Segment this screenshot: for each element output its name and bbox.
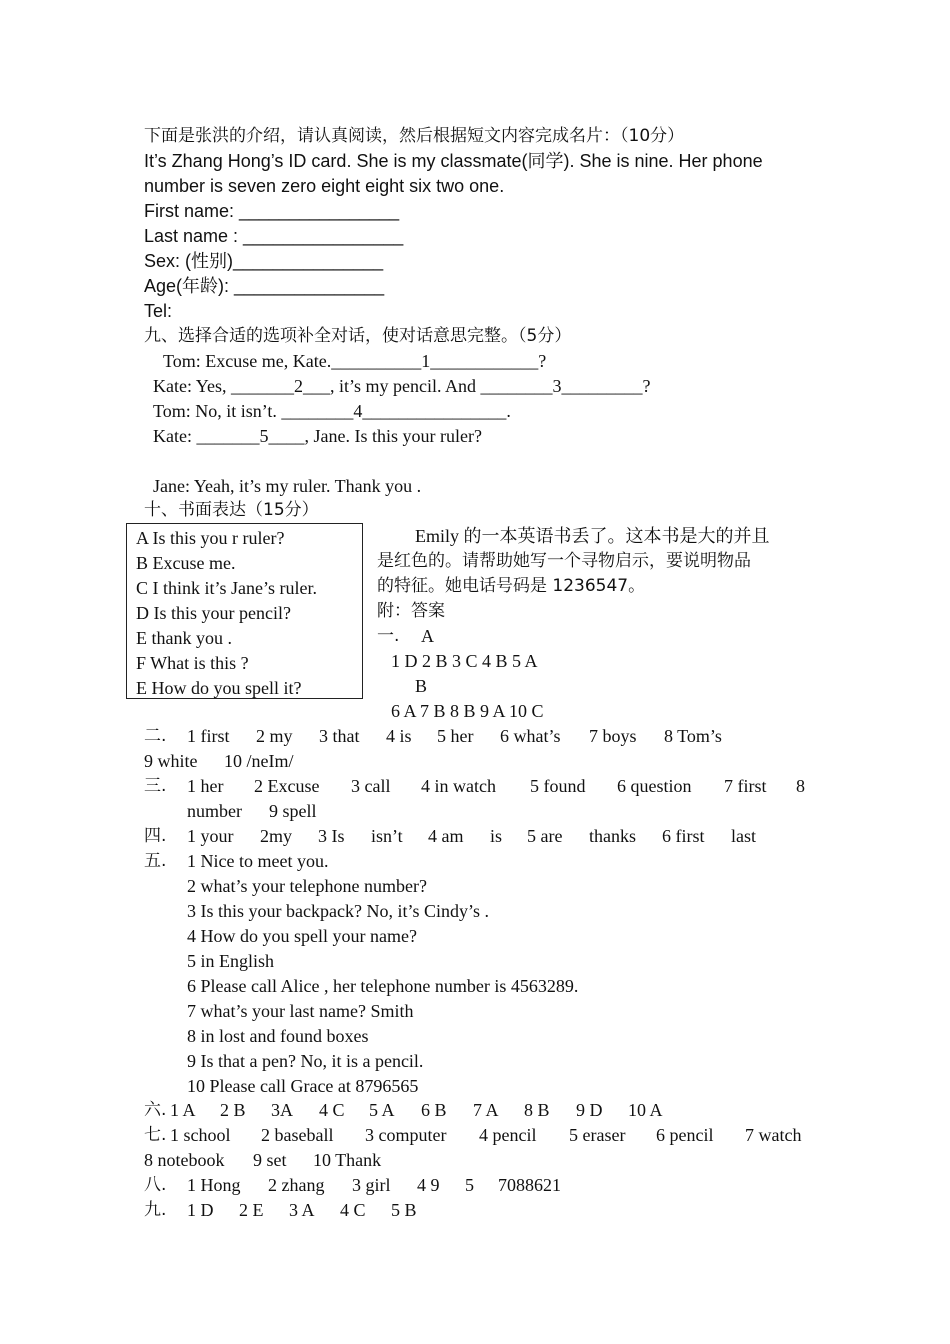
answer-s3-row xyxy=(0,774,950,799)
answer-item: 1 school xyxy=(170,1125,231,1145)
answer-s7-label: 七. xyxy=(144,1125,167,1145)
answer-item: number xyxy=(187,801,242,821)
answer-item: 4 9 xyxy=(417,1175,440,1195)
answer-s5-item: 9 Is that a pen? No, it is a pencil. xyxy=(187,1051,424,1071)
answer-item: 1 her xyxy=(187,776,224,796)
answer-item: 1 first xyxy=(187,726,230,746)
answer-item: 4 pencil xyxy=(479,1125,537,1145)
answer-s5-item: 10 Please call Grace at 8796565 xyxy=(187,1076,419,1096)
answer-s5-item: 3 Is this your backpack? No, it’s Cindy’s . xyxy=(187,901,489,921)
answer-item: 5 are xyxy=(527,826,563,846)
answer-item: 2 baseball xyxy=(261,1125,334,1145)
answer-item: 5 eraser xyxy=(569,1125,626,1145)
answer-item: 5 her xyxy=(437,726,474,746)
answer-s5-item: 6 Please call Alice , her telephone number is 4563289. xyxy=(187,976,579,996)
answer-item: 7 A xyxy=(473,1100,499,1120)
answer-s1-label: 一. xyxy=(377,626,400,646)
option-b: B Excuse me. xyxy=(136,553,236,573)
answer-s1-line-1: 1 D 2 B 3 C 4 B 5 A xyxy=(391,651,538,671)
passage-line-1: It’s Zhang Hong’s ID card. She is my classmate(同学). She is nine. Her phone xyxy=(144,151,763,171)
answer-item: 7088621 xyxy=(498,1175,561,1195)
answer-item: 1 your xyxy=(187,826,234,846)
answer-s5-item: 5 in English xyxy=(187,951,275,971)
answer-item: 8 Tom’s xyxy=(664,726,722,746)
option-f: F What is this ? xyxy=(136,653,249,673)
last-name-field: Last name : ________________ xyxy=(144,226,404,246)
option-d: D Is this your pencil? xyxy=(136,603,291,623)
option-e2: E How do you spell it? xyxy=(136,678,302,698)
answer-item: 5 B xyxy=(391,1200,417,1220)
answer-item: 6 B xyxy=(421,1100,447,1120)
answer-item: 9 D xyxy=(576,1100,603,1120)
answer-s8-row xyxy=(0,1173,950,1198)
answer-s1-letter-a: A xyxy=(421,626,434,646)
answer-item: 6 what’s xyxy=(500,726,561,746)
answer-item: 2 E xyxy=(239,1200,264,1220)
option-a: A Is this you r ruler? xyxy=(136,528,285,548)
first-name-field: First name: ________________ xyxy=(144,201,400,221)
answer-s2-label: 二. xyxy=(144,726,167,746)
answer-item: 10 Thank xyxy=(313,1150,382,1170)
answer-item: 3A xyxy=(271,1100,293,1120)
answer-item: 2my xyxy=(260,826,293,846)
answer-s7-row xyxy=(0,1123,950,1148)
answer-s5-item: 8 in lost and found boxes xyxy=(187,1026,369,1046)
answer-s6-row xyxy=(0,1098,950,1123)
answer-item: 8 notebook xyxy=(144,1150,225,1170)
answer-item: 5 xyxy=(465,1175,474,1195)
answer-s2-row-2 xyxy=(0,749,950,774)
answer-item: 1 D xyxy=(187,1200,214,1220)
answer-s9-label: 九. xyxy=(144,1200,167,1220)
answer-item: 6 question xyxy=(617,776,692,796)
writing-prompt-line-1: Emily 的一本英语书丢了。这本书是大的并且 xyxy=(415,526,770,546)
answer-item: 4 is xyxy=(386,726,412,746)
answer-item: 2 B xyxy=(220,1100,246,1120)
answer-item: 9 set xyxy=(253,1150,287,1170)
writing-prompt-line-3: 的特征。她电话号码是 1236547。 xyxy=(377,576,646,596)
answer-item: 5 found xyxy=(530,776,586,796)
answer-s9-row xyxy=(0,1198,950,1223)
answer-s5-item: 2 what’s your telephone number? xyxy=(187,876,427,896)
answer-s6-label: 六. xyxy=(144,1100,167,1120)
answer-item: 10 /neIm/ xyxy=(224,751,294,771)
answer-item: 4 am xyxy=(428,826,464,846)
dialog-line-5: Jane: Yeah, it’s my ruler. Thank you . xyxy=(153,476,422,496)
answer-item: is xyxy=(490,826,503,846)
answer-item: 5 A xyxy=(369,1100,395,1120)
sex-field: Sex: (性别)_______________ xyxy=(144,251,384,271)
answer-item: 3 call xyxy=(351,776,391,796)
answer-item: 2 Excuse xyxy=(254,776,320,796)
answer-s3-row-2 xyxy=(0,799,950,824)
answer-item: 6 first xyxy=(662,826,705,846)
answer-s5-item: 4 How do you spell your name? xyxy=(187,926,417,946)
answer-s5-label: 五. xyxy=(144,851,167,871)
answer-item: 3 Is xyxy=(318,826,345,846)
answer-item: isn’t xyxy=(371,826,403,846)
section8-intro: 下面是张洪的介绍，请认真阅读，然后根据短文内容完成名片：（10分） xyxy=(144,126,685,146)
answer-item: 1 A xyxy=(170,1100,196,1120)
answer-s3-label: 三. xyxy=(144,776,167,796)
writing-prompt-line-2: 是红色的。请帮助她写一个寻物启示，要说明物品 xyxy=(377,551,751,571)
dialog-line-4: Kate: _______5____, Jane. Is this your ruler? xyxy=(153,426,482,446)
answer-item: 3 A xyxy=(289,1200,315,1220)
answer-s2-row xyxy=(0,724,950,749)
answer-s1-letter-b: B xyxy=(415,676,428,696)
answer-item: 10 A xyxy=(628,1100,663,1120)
answer-item: 9 spell xyxy=(269,801,317,821)
dialog-line-3: Tom: No, it isn’t. ________4________________. xyxy=(153,401,511,421)
answer-s5-item: 7 what’s your last name? Smith xyxy=(187,1001,414,1021)
answer-item: 7 watch xyxy=(745,1125,802,1145)
age-field: Age(年龄): _______________ xyxy=(144,276,385,296)
answers-heading: 附：答案 xyxy=(377,601,445,621)
section10-title: 十、书面表达（15分） xyxy=(144,500,319,520)
answer-item: 4 in watch xyxy=(421,776,496,796)
dialog-line-1: Tom: Excuse me, Kate.__________1____________? xyxy=(163,351,547,371)
tel-field: Tel: xyxy=(144,301,173,321)
answer-s1-line-2: 6 A 7 B 8 B 9 A 10 C xyxy=(391,701,544,721)
answer-item: 8 B xyxy=(524,1100,550,1120)
answer-item: thanks xyxy=(589,826,636,846)
answer-s8-label: 八. xyxy=(144,1175,167,1195)
answer-item: 4 C xyxy=(340,1200,366,1220)
answer-item: 2 my xyxy=(256,726,293,746)
answer-item: 3 that xyxy=(319,726,360,746)
answer-item: 1 Hong xyxy=(187,1175,241,1195)
answer-item: 3 computer xyxy=(365,1125,447,1145)
answer-s4-row xyxy=(0,824,950,849)
dialog-line-2: Kate: Yes, _______2___, it’s my pencil. And ________3_________? xyxy=(153,376,651,396)
answer-s7-row-2 xyxy=(0,1148,950,1173)
answer-item: 6 pencil xyxy=(656,1125,714,1145)
options-box xyxy=(126,523,363,699)
answer-item: 7 first xyxy=(724,776,767,796)
answer-item: 8 xyxy=(796,776,805,796)
answer-s4-label: 四. xyxy=(144,826,167,846)
answer-s5-item: 1 Nice to meet you. xyxy=(187,851,329,871)
option-c: C I think it’s Jane’s ruler. xyxy=(136,578,317,598)
answer-item: 7 boys xyxy=(589,726,637,746)
answer-item: 2 zhang xyxy=(268,1175,325,1195)
answer-item: 3 girl xyxy=(352,1175,391,1195)
answer-item: last xyxy=(731,826,756,846)
option-e: E thank you . xyxy=(136,628,232,648)
passage-line-2: number is seven zero eight eight six two one. xyxy=(144,176,505,196)
section9-title: 九、选择合适的选项补全对话，使对话意思完整。（5分） xyxy=(144,326,572,346)
answer-item: 4 C xyxy=(319,1100,345,1120)
answer-item: 9 white xyxy=(144,751,198,771)
